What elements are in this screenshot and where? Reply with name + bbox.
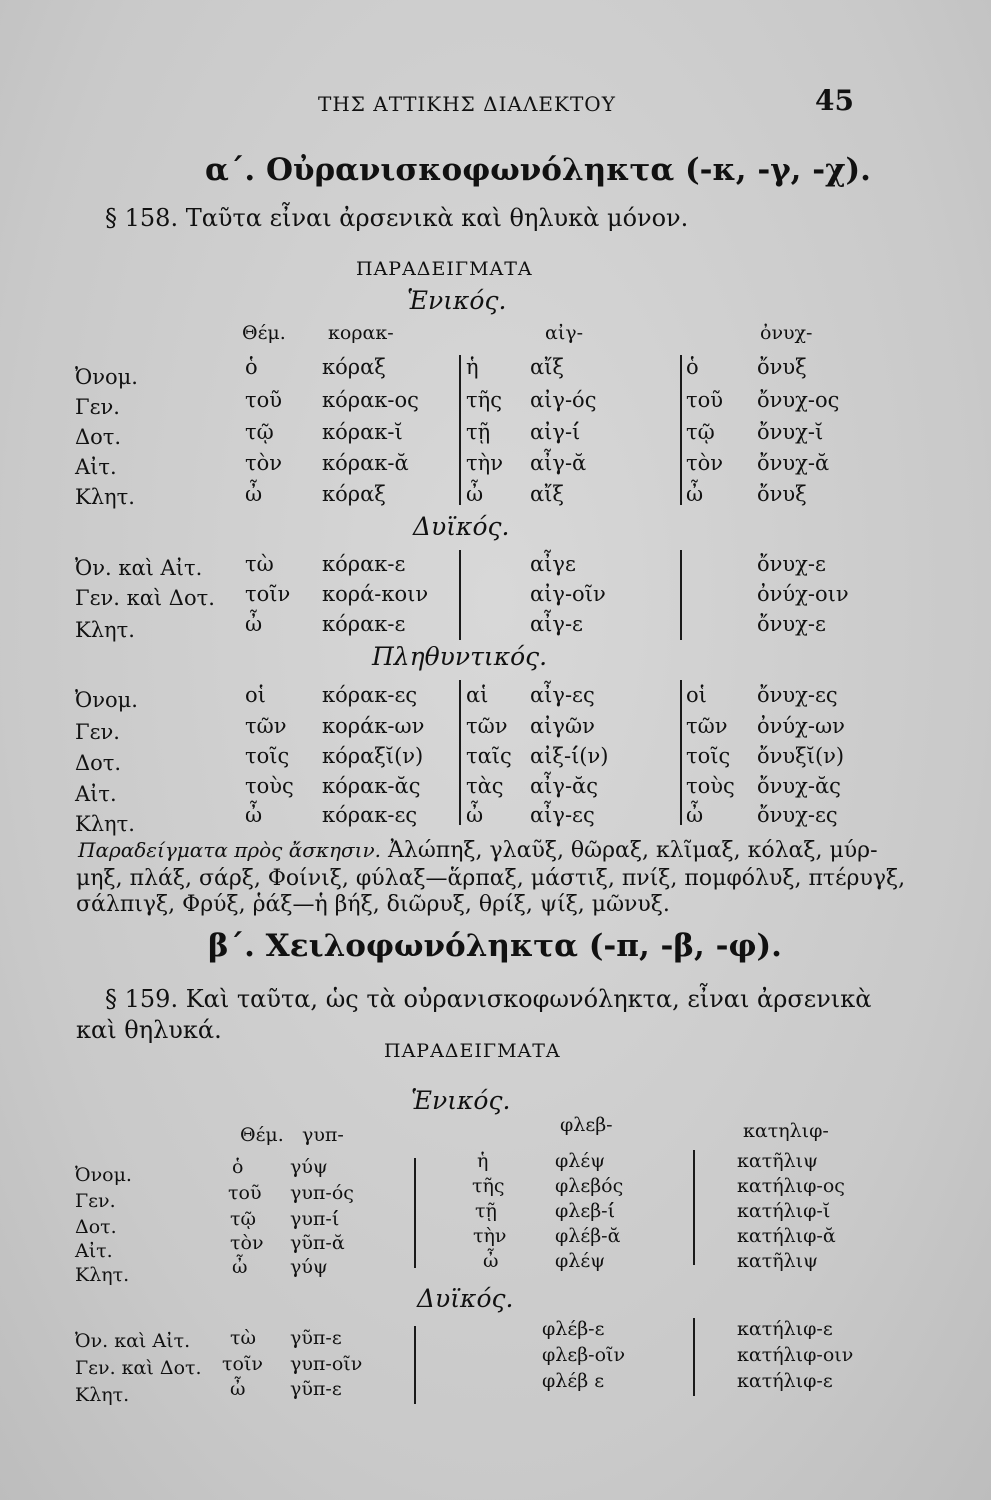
form: κατήλιφ-οιν — [737, 1344, 854, 1366]
form: αἶγ-ᾰ — [530, 451, 587, 475]
form: ὄνυχ-ᾰ — [757, 451, 830, 475]
form: κόρακ-ε — [322, 612, 406, 636]
form: αἴξ — [530, 355, 564, 379]
article: τῆς — [472, 1175, 505, 1197]
article: ὦ — [245, 482, 263, 506]
case-label: Αἰτ. — [75, 1240, 113, 1262]
form: φλέβ-ε — [542, 1318, 605, 1340]
form: κόρακ-ες — [322, 803, 418, 827]
form: κατήλιφ-ᾰ — [737, 1225, 836, 1247]
column-divider — [459, 680, 461, 825]
case-label: Δοτ. — [75, 751, 122, 775]
form: αἶγε — [530, 552, 576, 576]
article: τῷ — [245, 420, 274, 444]
article: τοῦ — [228, 1182, 262, 1204]
form: κορά-κοιν — [322, 582, 429, 606]
article: τοῦ — [245, 388, 283, 412]
form: ὄνυχ-ῐ — [757, 420, 824, 444]
case-label: Γεν. καὶ Δοτ. — [75, 586, 215, 610]
form: ὀνύχ-ων — [757, 714, 845, 738]
form: αἴξ — [530, 482, 564, 506]
article: ὦ — [686, 803, 704, 827]
article: τοῖν — [245, 582, 291, 606]
article: ὦ — [245, 612, 263, 636]
article: τοῖς — [245, 744, 290, 768]
exercise-line-2: μηξ, πλάξ, σάρξ, Φοίνιξ, φύλαξ—ἅρπαξ, μάστιξ, πνίξ, πομφόλυξ, πτέρυγξ, — [76, 866, 906, 891]
article: ὁ — [232, 1156, 244, 1178]
form: κοράκ-ων — [322, 714, 425, 738]
form: αἶγ-ες — [530, 683, 595, 707]
form: ὄνυχ-ες — [757, 803, 838, 827]
article: τοῦ — [686, 388, 724, 412]
page-number: 45 — [815, 84, 854, 117]
article: τὼ — [230, 1327, 257, 1349]
form: φλέψ — [555, 1250, 606, 1272]
stem-katelif: κατηλιφ- — [743, 1120, 829, 1142]
article: ὁ — [686, 355, 699, 379]
case-label: Ὀνομ. — [75, 1164, 132, 1186]
form: αἰγῶν — [530, 714, 595, 738]
case-label: Δοτ. — [75, 1216, 117, 1238]
case-label: Κλητ. — [75, 485, 135, 509]
form: φλεβός — [555, 1175, 624, 1197]
case-label: Ὀν. καὶ Αἰτ. — [75, 556, 203, 580]
form: φλεβ-ί́ — [555, 1200, 616, 1222]
section-a-examples-heading: ΠΑΡΑΔΕΙΓΜΑΤΑ — [356, 258, 533, 280]
section-b-examples-heading: ΠΑΡΑΔΕΙΓΜΑΤΑ — [384, 1040, 561, 1062]
form: ὀνύχ-οιν — [757, 582, 849, 606]
article: ἡ — [477, 1150, 489, 1172]
form: κατῆλιψ — [737, 1150, 818, 1172]
form: αἰγ-ί́ — [530, 420, 581, 444]
stem-onych: ὀνυχ- — [760, 322, 813, 344]
form: αἶγ-ε — [530, 612, 583, 636]
form: γυπ-οῖν — [290, 1353, 363, 1375]
article: τῇ — [466, 420, 491, 444]
article: τοῖν — [222, 1353, 263, 1375]
column-divider — [459, 355, 461, 505]
article: τὸν — [245, 451, 283, 475]
stem-aig: αἰγ- — [545, 322, 584, 344]
form: κόρακ-ος — [322, 388, 419, 412]
form: φλέβ ε — [542, 1370, 605, 1392]
form: αἰγ-οῖν — [530, 582, 606, 606]
form: κατήλιφ-ε — [737, 1370, 833, 1392]
form: γυπ-ί́ — [290, 1208, 340, 1230]
article: ταῖς — [466, 744, 512, 768]
column-divider — [459, 550, 461, 640]
column-divider — [693, 1150, 695, 1265]
form: γυπ-ός — [290, 1182, 354, 1204]
stem-label: Θέμ. — [240, 1124, 284, 1146]
case-label: Αἰτ. — [75, 782, 117, 806]
article: οἱ — [686, 683, 707, 707]
case-label: Κλητ. — [75, 1384, 130, 1406]
article: τὰς — [466, 774, 504, 798]
article: τῶν — [686, 714, 728, 738]
exercise-line-1 — [78, 838, 878, 863]
exercise-line-3: σάλπιγξ, Φρύξ, ῥάξ—ἡ βήξ, διῶρυξ, θρίξ, ψίξ, μῶνυξ. — [76, 892, 670, 917]
section-b-title: β΄. Χειλοφωνόληκτα (-π, -β, -φ). — [208, 928, 782, 964]
section-a-paragraph: § 158. Ταῦτα εἶναι ἀρσενικὰ καὶ θηλυκὰ μόνον. — [105, 204, 689, 232]
case-label: Γεν. — [75, 1190, 116, 1212]
article: ὦ — [232, 1256, 248, 1278]
column-divider — [414, 1326, 416, 1404]
form: αἰγ-ός — [530, 388, 597, 412]
article: τοῖς — [686, 744, 731, 768]
section-b-paragraph-line-2: καὶ θηλυκά. — [76, 1016, 222, 1044]
article: τὴν — [466, 451, 503, 475]
article: τὴν — [473, 1225, 507, 1247]
article: τοὺς — [245, 774, 294, 798]
article: τὸν — [230, 1232, 264, 1254]
section-b-dual-heading: Δυϊκός. — [417, 1284, 514, 1313]
form: κόρακ-ᾰ — [322, 451, 409, 475]
article: ὦ — [230, 1378, 246, 1400]
section-a-singular-heading: Ἑνικός. — [407, 286, 507, 315]
form: ὄνυξ — [757, 482, 807, 506]
case-label: Αἰτ. — [75, 455, 117, 479]
form: κόραξῐ(ν) — [322, 744, 424, 768]
running-title: ΤΗΣ ΑΤΤΙΚΗΣ ΔΙΑΛΕΚΤΟΥ — [318, 92, 616, 116]
form: γῦπ-ε — [290, 1327, 342, 1349]
column-divider — [414, 1158, 416, 1268]
form: γῦπ-ᾰ — [290, 1232, 345, 1254]
case-label: Ὀνομ. — [75, 365, 138, 389]
article: ὦ — [466, 803, 484, 827]
column-divider — [693, 1318, 695, 1396]
case-label: Ὀν. καὶ Αἰτ. — [75, 1330, 191, 1352]
stem-label: Θέμ. — [242, 322, 286, 344]
article: ὦ — [483, 1250, 499, 1272]
form: φλέβ-ᾰ — [555, 1225, 621, 1247]
form: γῦπ-ε — [290, 1378, 342, 1400]
form: κατῆλιψ — [737, 1250, 818, 1272]
article: ὦ — [686, 482, 704, 506]
form: γύψ — [290, 1156, 328, 1178]
form: ὄνυχ-ᾰς — [757, 774, 841, 798]
exercise-words-1: Ἀλώπηξ, γλαῦξ, θῶραξ, κλῖμαξ, κόλαξ, μύρ- — [387, 838, 878, 863]
article: τοὺς — [686, 774, 735, 798]
form: ὄνυξ — [757, 355, 807, 379]
form: κόρακ-ε — [322, 552, 406, 576]
form: κόρακ-ῐ — [322, 420, 403, 444]
article: οἱ — [245, 683, 266, 707]
form: κατήλιφ-ος — [737, 1175, 845, 1197]
section-a-plural-heading: Πληθυντικός. — [372, 642, 548, 671]
article: τῷ — [230, 1208, 257, 1230]
article: τῇ — [475, 1200, 497, 1222]
section-b-singular-heading: Ἑνικός. — [411, 1086, 511, 1115]
section-a-title: α΄. Οὐρανισκοφωνόληκτα (-κ, -γ, -χ). — [205, 152, 871, 188]
article: ὁ — [245, 355, 258, 379]
section-b-paragraph-line-1: § 159. Καὶ ταῦτα, ὡς τὰ οὐρανισκοφωνόληκτα, εἶναι ἀρσενικὰ — [105, 985, 872, 1013]
case-label: Ὀνομ. — [75, 688, 138, 712]
form: φλέψ — [555, 1150, 606, 1172]
article: τῶν — [466, 714, 508, 738]
form: ὄνυχ-ος — [757, 388, 840, 412]
article: ὦ — [466, 482, 484, 506]
form: κόραξ — [322, 355, 386, 379]
form: κόρακ-ᾰς — [322, 774, 421, 798]
case-label: Γεν. — [75, 720, 120, 744]
form: αἶγ-ες — [530, 803, 595, 827]
case-label: Γεν. — [75, 395, 120, 419]
stem-gyp: γυπ- — [302, 1124, 344, 1146]
form: αἰξ-ί́(ν) — [530, 744, 609, 768]
column-divider — [680, 550, 682, 640]
article: τῆς — [466, 388, 502, 412]
case-label: Κλητ. — [75, 1264, 130, 1286]
section-a-dual-heading: Δυϊκός. — [413, 512, 510, 541]
form: ὄνυχ-ε — [757, 612, 826, 636]
form: ὄνυξῐ(ν) — [757, 744, 845, 768]
form: γύψ — [290, 1256, 328, 1278]
stem-korak: κορακ- — [328, 322, 394, 344]
article: τὼ — [245, 552, 274, 576]
form: κόραξ — [322, 482, 386, 506]
case-label: Γεν. καὶ Δοτ. — [75, 1357, 202, 1379]
form: ὄνυχ-ες — [757, 683, 838, 707]
form: φλεβ-οῖν — [542, 1344, 626, 1366]
article: τὸν — [686, 451, 724, 475]
article: τῷ — [686, 420, 715, 444]
case-label: Κλητ. — [75, 618, 135, 642]
article: αἱ — [466, 683, 489, 707]
form: αἶγ-ᾰς — [530, 774, 599, 798]
exercise-label: Παραδείγματα πρὸς ἄσκησιν. — [78, 838, 381, 862]
stem-phleb: φλεβ- — [560, 1114, 613, 1136]
article: ὦ — [245, 803, 263, 827]
form: ὄνυχ-ε — [757, 552, 826, 576]
article: ἡ — [466, 355, 479, 379]
form: κατήλιφ-ε — [737, 1318, 833, 1340]
column-divider — [680, 680, 682, 825]
case-label: Δοτ. — [75, 425, 122, 449]
case-label: Κλητ. — [75, 812, 135, 836]
column-divider — [680, 355, 682, 505]
article: τῶν — [245, 714, 287, 738]
form: κόρακ-ες — [322, 683, 418, 707]
form: κατήλιφ-ῐ — [737, 1200, 831, 1222]
